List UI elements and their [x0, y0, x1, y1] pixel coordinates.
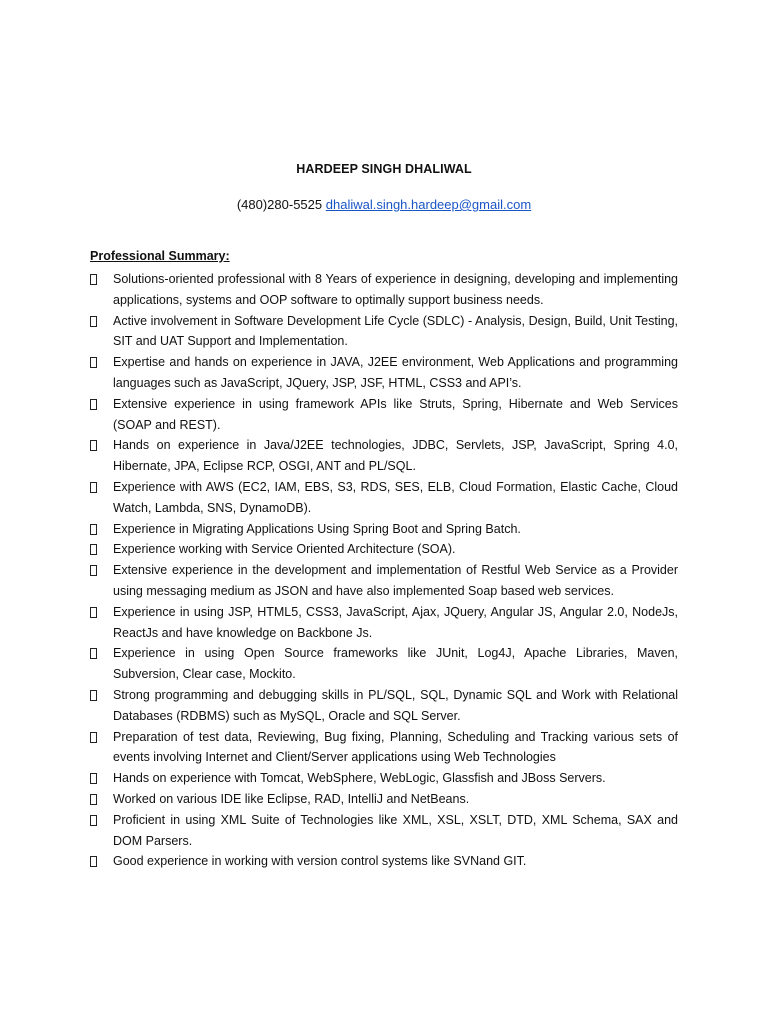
- list-item-text: Proficient in using XML Suite of Technologies like XML, XSL, XSLT, DTD, XML Schema, SAX and DOM Parsers.: [113, 812, 678, 848]
- list-item: [90, 394, 678, 436]
- list-item: [90, 560, 678, 602]
- missing-glyph-bullet-icon: [90, 607, 97, 618]
- professional-summary-heading: Professional Summary:: [90, 249, 230, 263]
- list-item: [90, 810, 678, 852]
- list-item: [90, 685, 678, 727]
- missing-glyph-bullet-icon: [90, 856, 97, 867]
- list-item-text: Experience in Migrating Applications Using Spring Boot and Spring Batch.: [113, 521, 521, 536]
- list-item: [90, 477, 678, 519]
- missing-glyph-bullet-icon: [90, 399, 97, 410]
- missing-glyph-bullet-icon: [90, 690, 97, 701]
- list-item-text: Experience working with Service Oriented Architecture (SOA).: [113, 542, 456, 557]
- list-item: [90, 269, 678, 311]
- list-item: [90, 851, 678, 872]
- list-item-text: Extensive experience in the development and implementation of Restful Web Service as a Provider using messaging medium as JSON and have also implemented Soap based web services.: [113, 563, 678, 598]
- list-item: [90, 768, 678, 789]
- list-item-text: Experience in using JSP, HTML5, CSS3, JavaScript, Ajax, JQuery, Angular JS, Angular 2.0, NodeJs, ReactJs and have knowledge on Backbone Js.: [113, 604, 678, 640]
- list-item: [90, 311, 678, 353]
- missing-glyph-bullet-icon: [90, 794, 97, 805]
- missing-glyph-bullet-icon: [90, 648, 97, 659]
- missing-glyph-bullet-icon: [90, 773, 97, 784]
- contact-line: [0, 197, 768, 212]
- missing-glyph-bullet-icon: [90, 357, 97, 368]
- list-item-text: Hands on experience in Java/J2EE technologies, JDBC, Servlets, JSP, JavaScript, Spring 4.0, Hibernate, JPA, Eclipse RCP, OSGI, ANT and PL/SQL.: [113, 438, 678, 474]
- list-item: [90, 643, 678, 685]
- missing-glyph-bullet-icon: [90, 274, 97, 285]
- candidate-name: HARDEEP SINGH DHALIWAL: [296, 162, 472, 176]
- missing-glyph-bullet-icon: [90, 316, 97, 327]
- list-item-text: Experience with AWS (EC2, IAM, EBS, S3, RDS, SES, ELB, Cloud Formation, Elastic Cache, Cloud Watch, Lambda, SNS, DynamoDB).: [113, 479, 678, 515]
- missing-glyph-bullet-icon: [90, 482, 97, 493]
- list-item: [90, 435, 678, 477]
- missing-glyph-bullet-icon: [90, 732, 97, 743]
- list-item-text: Experience in using Open Source frameworks like JUnit, Log4J, Apache Libraries, Maven, Subversion, Clear case, Mockito.: [113, 646, 678, 682]
- list-item-text: Active involvement in Software Development Life Cycle (SDLC) - Analysis, Design, Build, Unit Testing, SIT and UAT Support and Implementation.: [113, 313, 678, 349]
- list-item-text: Good experience in working with version control systems like SVNand GIT.: [113, 854, 527, 869]
- missing-glyph-bullet-icon: [90, 544, 97, 555]
- phone-number: (480)280-5525: [236, 197, 323, 212]
- list-item-text: Extensive experience in using framework APIs like Struts, Spring, Hibernate and Web Services (SOAP and REST).: [113, 396, 678, 432]
- list-item-text: Strong programming and debugging skills in PL/SQL, SQL, Dynamic SQL and Work with Relational Databases (RDBMS) such as MySQL, Oracle and SQL Server.: [113, 687, 678, 723]
- list-item: [90, 602, 678, 644]
- list-item: [90, 539, 678, 560]
- missing-glyph-bullet-icon: [90, 815, 97, 826]
- list-item-text: Hands on experience with Tomcat, WebSphere, WebLogic, Glassfish and JBoss Servers.: [113, 771, 606, 786]
- email-link[interactable]: dhaliwal.singh.hardeep@gmail.com: [325, 197, 532, 212]
- list-item-text: Preparation of test data, Reviewing, Bug fixing, Planning, Scheduling and Tracking various sets of events involving Internet and Client/Server applications using Web Technologies: [113, 729, 678, 765]
- list-item: [90, 727, 678, 769]
- list-item-text: Solutions-oriented professional with 8 Years of experience in designing, developing and implementing applications, systems and OOP software to optimally support business needs.: [113, 272, 678, 307]
- list-item-text: Expertise and hands on experience in JAVA, J2EE environment, Web Applications and programming languages such as JavaScript, JQuery, JSP, JSF, HTML, CSS3 and API’s.: [113, 355, 678, 390]
- missing-glyph-bullet-icon: [90, 440, 97, 451]
- professional-summary-list: [90, 269, 678, 872]
- list-item: [90, 519, 678, 540]
- missing-glyph-bullet-icon: [90, 524, 97, 535]
- list-item: [90, 352, 678, 394]
- list-item: [90, 789, 678, 810]
- missing-glyph-bullet-icon: [90, 565, 97, 576]
- list-item-text: Worked on various IDE like Eclipse, RAD, IntelliJ and NetBeans.: [113, 791, 470, 806]
